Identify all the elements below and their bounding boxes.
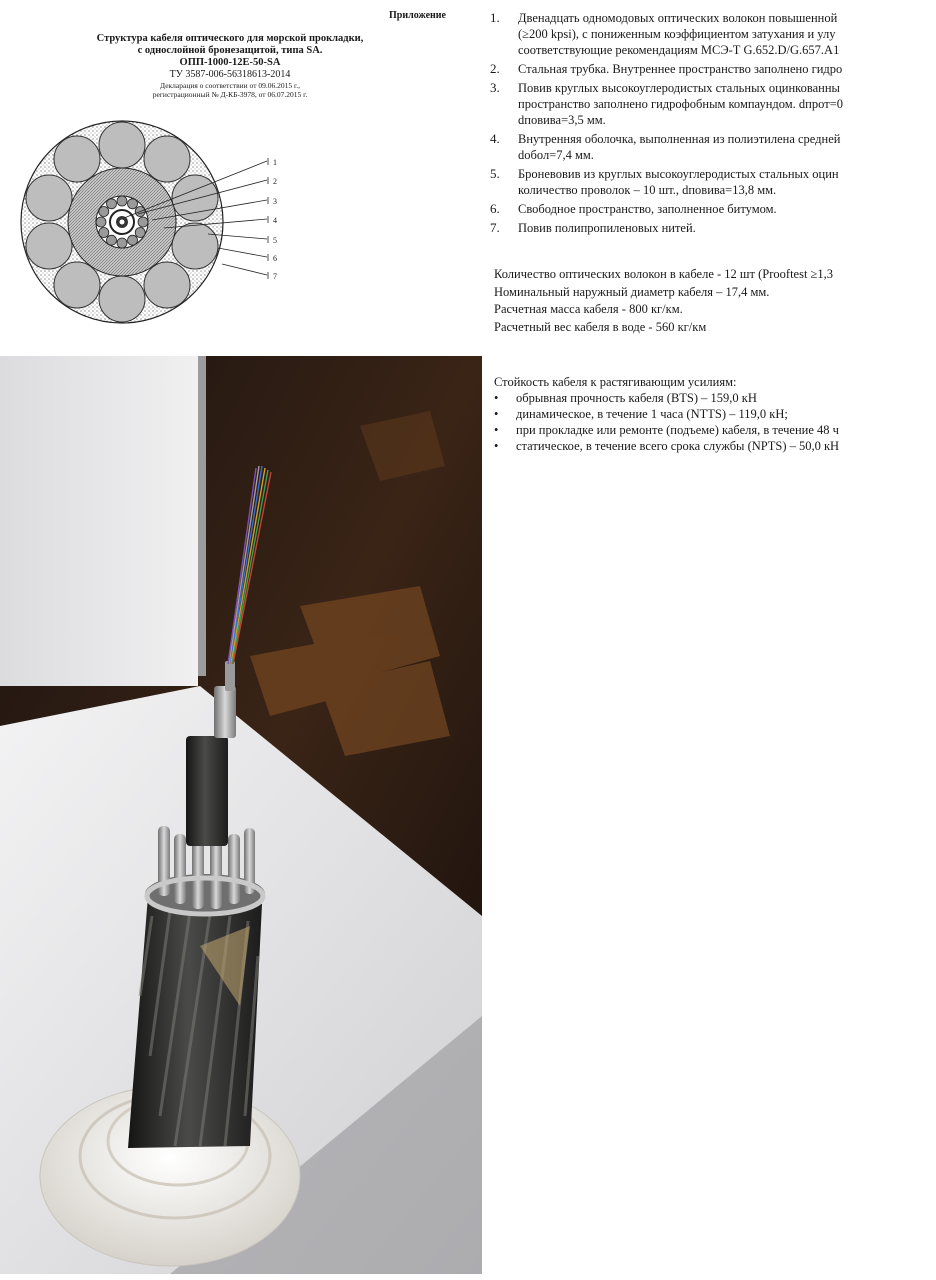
callout-6: 6 bbox=[273, 254, 277, 263]
strength-item: • при прокладке или ремонте (подъеме) кабеля, в течение 48 ч bbox=[494, 422, 936, 438]
outer-diameter: Номинальный наружный диаметр кабеля – 17,4 мм. bbox=[494, 284, 770, 299]
strength-heading: Стойкость кабеля к растягивающим усилиям: bbox=[494, 375, 737, 389]
declaration-line-2: регистрационный № Д-КБ-3978, от 06.07.2015 г. bbox=[152, 90, 308, 99]
title-line-2: с однослойной бронезащитой, типа SA. bbox=[137, 45, 323, 56]
strength-item: • динамическое, в течение 1 часа (NTTS) – 119,0 кН; bbox=[494, 406, 936, 422]
callout-7: 7 bbox=[273, 272, 277, 281]
callout-4: 4 bbox=[273, 216, 277, 225]
steel-tube bbox=[214, 686, 236, 738]
component-item: 5. Броневовив из круглых высокоуглеродистых стальных оцин количество проволок – 10 шт., dповива=13,8 мм. bbox=[490, 166, 839, 197]
strength-list bbox=[494, 390, 936, 454]
photo-illustration bbox=[0, 356, 482, 1274]
title-line-1: Структура кабеля оптического для морской прокладки, bbox=[96, 33, 364, 44]
callout-1: 1 bbox=[273, 158, 277, 167]
component-item: 4. Внутренняя оболочка, выполненная из полиэтилена средней dобол=7,4 мм. bbox=[490, 131, 841, 162]
component-item: 6. Свободное пространство, заполненное битумом. bbox=[490, 201, 777, 216]
inner-jacket bbox=[186, 736, 228, 846]
strength-item: • статическое, в течение всего срока службы (NPTS) – 50,0 кН bbox=[494, 438, 936, 454]
callout-3: 3 bbox=[273, 197, 277, 206]
cable-model: ОПП-1000-12Е-50-SA bbox=[179, 57, 281, 68]
strength-item: • обрывная прочность кабеля (BTS) – 159,0 кН bbox=[494, 390, 936, 406]
frame-edge bbox=[198, 356, 206, 676]
window-frame-wall bbox=[0, 356, 198, 686]
fiber-count: Количество оптических волокон в кабеле - 12 шт (Prooftest ≥1,3 bbox=[494, 267, 834, 281]
component-list bbox=[490, 10, 936, 236]
cable-sample-photo bbox=[0, 356, 482, 1274]
armored-cable-body bbox=[128, 896, 262, 1148]
weight-in-water: Расчетный вес кабеля в воде - 560 кг/км bbox=[494, 319, 707, 334]
cross-section-rings bbox=[21, 121, 223, 323]
component-item: 7. Повив полипропиленовых нитей. bbox=[490, 220, 696, 235]
callout-2: 2 bbox=[273, 177, 277, 186]
cable-specification-document bbox=[484, 0, 936, 480]
cable-mass: Расчетная масса кабеля - 800 кг/км. bbox=[494, 302, 683, 316]
cable-structure-document bbox=[0, 0, 480, 352]
appendix-label: Приложение bbox=[389, 10, 446, 21]
component-item: 3. Повив круглых высокоуглеродистых стальных оцинкованны пространство заполнено гидрофобным компаундом. dпрот=0 dповива=3,5 мм. bbox=[490, 80, 843, 127]
cable-summary bbox=[494, 266, 936, 336]
declaration-line-1: Декларация о соответствии от 09.06.2015 г., bbox=[160, 81, 300, 90]
document-header bbox=[60, 33, 400, 99]
callout-5: 5 bbox=[273, 236, 277, 245]
component-item: 2. Стальная трубка. Внутреннее пространство заполнено гидро bbox=[490, 61, 843, 76]
cable-cross-section-diagram bbox=[12, 118, 302, 333]
component-item: 1. Двенадцать одномодовых оптических волокон повышенной (≥200 kpsi), с пониженным коэффициентом затухания и улу соответствующие рекомендациям МСЭ-Т G.652.D/G.657.A1 bbox=[490, 10, 840, 57]
tensile-strength-section bbox=[494, 374, 936, 454]
tu-number: ТУ 3587-006-56318613-2014 bbox=[169, 69, 291, 80]
fiber-tube bbox=[225, 661, 235, 691]
